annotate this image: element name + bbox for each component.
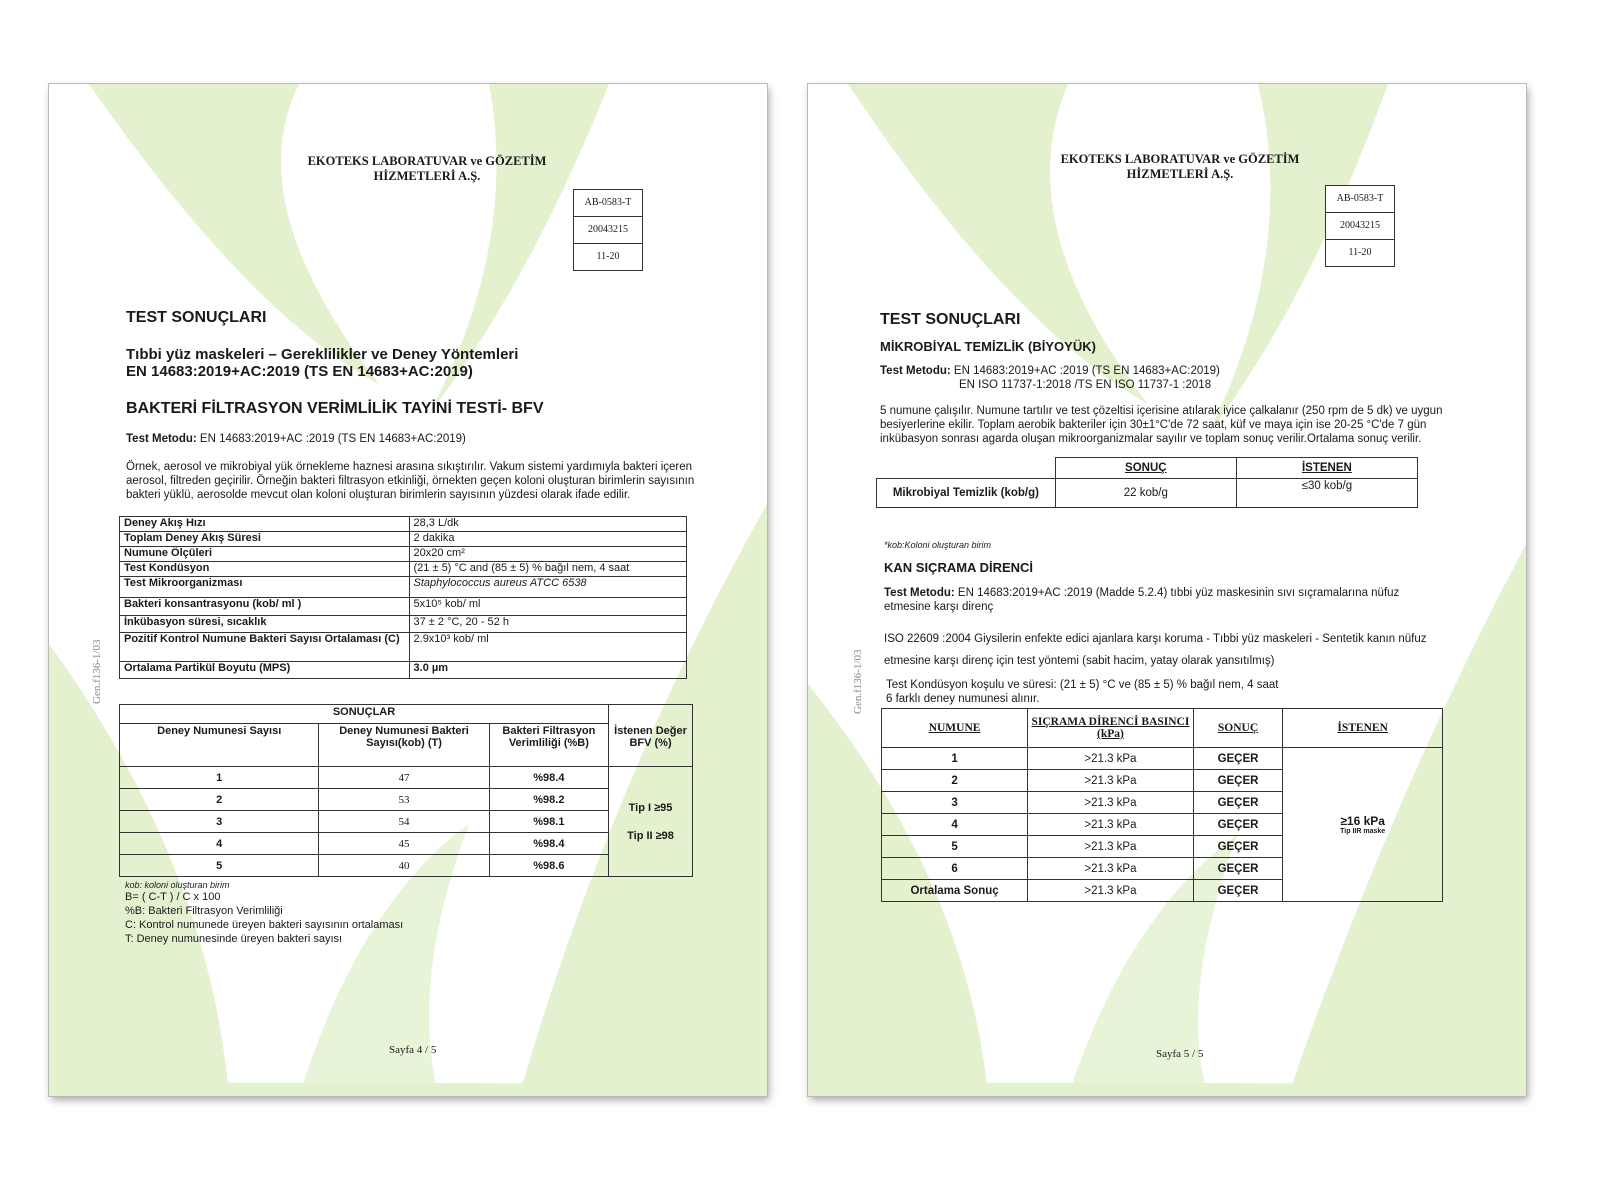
table-row: Test Kondüsyon (21 ± 5) °C and (85 ± 5) % bağıl nem, 4 saat [120,562,687,577]
table-row: Ortalama Partikül Boyutu (MPS) 3.0 µm [120,662,687,679]
table-row: 4 >21.3 kPa GEÇER [882,814,1443,836]
microbial-test-method: Test Metodu: EN 14683:2019+AC :2019 (TS EN 14683+AC:2019) EN ISO 11737-1:2018 /TS EN ISO 11737-1 :2018 [880,365,1220,391]
report-number: 20043215 [574,217,642,244]
microbial-cleanliness-table: SONUÇ İSTENEN Mikrobiyal Temizlik (kob/g) 22 kob/g ≤30 kob/g [876,457,1418,508]
table-row: Test Mikroorganizması Staphylococcus aureus ATCC 6538 [120,577,687,598]
accreditation-code-box [1325,185,1395,267]
bfv-results-table: SONUÇLAR Deney Numunesi Sayısı Deney Numunesi Bakteri Sayısı(kob) (T) Bakteri Filtrasyon Verimliliği (%B) İstenen Değer BFV (%) 1 47 %98.4 Tip I ≥95 Tip II ≥98 2 53 %98.2 3 54 %98.1 4 45 %98.4 5 40 %98.6 [119,704,693,877]
test-name: BAKTERİ FİLTRASYON VERİMLİLİK TAYİNİ TESTİ- BFV [126,400,544,417]
accreditation-code-box [573,189,643,271]
microbial-description: 5 numune çalışılır. Numune tartılır ve test çözeltisi içerisine atılarak iyice çalkalanır (250 rpm de 5 dk) ve uygun besiyerlerine ekilir. Toplam aerobik bakteriler için 30±1°C'de 72 saat, küf ve maya için ise 20-25 °C'de 7 gün inkübasyon sonrası agarda oluşan mikroorganizmalar sayılır ve toplam sonuç verilir.Ortalama sonuç verilir. [880,405,1443,445]
test-description: Örnek, aerosol ve mikrobiyal yük örnekleme haznesi arasına sıkıştırılır. Vakum sistemi yardımıyla bakteri içeren aerosol, filtreden geçirilir. Örneğin bakteri filtrasyon etkinliği, örnekten geçen koloni oluşturan birimlerin sayısının bakteri yüklü, aerosolde mevcut olan koloni oluşturan birimlerin sayısının yüzdesi olarak ifade edilir. [126,461,695,501]
report-page-4 [49,84,767,1096]
table-row: Mikrobiyal Temizlik (kob/g) 22 kob/g ≤30 kob/g [877,478,1418,507]
table-row: Numune Ölçüleri 20x20 cm² [120,547,687,562]
results-notes: kob: koloni oluşturan birim B= ( C-T ) / C x 100 %B: Bakteri Filtrasyon Verimliliği C: Kontrol numunede üreyen bakteri sayısının ortalaması T: Deney numunesinde üreyen bakteri sayısı [125,880,404,945]
standard-subtitle: Tıbbi yüz maskeleri – Gereklilikler ve Deney Yöntemleri EN 14683:2019+AC:2019 (TS EN 14683+AC:2019) [126,346,519,380]
table-row: 6 >21.3 kPa GEÇER [882,858,1443,880]
test-condition-text: Test Kondüsyon koşulu ve süresi: (21 ± 5) °C ve (85 ± 5) % bağıl nem, 4 saat 6 farklı deney numunesi alınır. [886,679,1279,705]
table-row: Deney Akış Hızı 28,3 L/dk [120,517,687,532]
report-page-5 [808,84,1526,1096]
table-row: 2 53 %98.2 [120,789,693,811]
report-number: 20043215 [1326,213,1394,240]
blood-splash-title: KAN SIÇRAMA DİRENCİ [884,560,1034,575]
iso-standard-text: ISO 22609 :2004 Giysilerin enfekte edici ajanlara karşı koruma - Tıbbi yüz maskeleri - Sentetik kanın nüfuz etmesine karşı direnç için test yöntemi (sabit hacim, yatay olarak yansıtılmış) [884,633,1427,667]
accreditation-code: AB-0583-T [1326,186,1394,213]
table-row: İnkübasyon süresi, sıcaklık 37 ± 2 °C, 20 - 52 h [120,616,687,633]
table-row: 1 >21.3 kPa GEÇER ≥16 kPa Tip IIR maske [882,748,1443,770]
table-row: Bakteri konsantrasyonu (kob/ ml ) 5x10⁵ kob/ ml [120,598,687,616]
splash-resistance-table: NUMUNE SIÇRAMA DİRENCİ BASINCI (kPa) SONUÇ İSTENEN 1 >21.3 kPa GEÇER ≥16 kPa Tip IIR maske 2 >21.3 kPa GEÇER 3 >21.3 kPa GEÇER 4 >21.3 kPa GEÇER 5 >21.3 kPa GEÇER 6 >21.3 kPa GEÇER Ortalama Sonuç >21.3 kPa GEÇER [881,708,1443,902]
table-row: Toplam Deney Akış Süresi 2 dakika [120,532,687,547]
report-date: 11-20 [1348,247,1372,258]
microbial-title: MİKROBİYAL TEMİZLİK (BİYOYÜK) [880,339,1096,354]
table-row: 5 >21.3 kPa GEÇER [882,836,1443,858]
table-row: 1 47 %98.4 Tip I ≥95 Tip II ≥98 [120,767,693,789]
form-code: Gen.f136-1/03 [91,639,103,704]
lab-name: EKOTEKS LABORATUVAR ve GÖZETİM HİZMETLERİ A.Ş. [1060,152,1300,181]
table-row: Pozitif Kontrol Numune Bakteri Sayısı Ortalaması (C) 2.9x10³ kob/ ml [120,633,687,662]
required-pressure: ≥16 kPa Tip IIR maske [1283,748,1443,902]
accreditation-code: AB-0583-T [574,190,642,217]
required-bfv: Tip I ≥95 Tip II ≥98 [609,767,693,877]
kob-footnote: *kob:Koloni oluşturan birim [884,540,992,550]
page-number: Sayfa 4 / 5 [389,1044,437,1056]
test-parameters-table [119,516,687,679]
form-code: Gen.f136-1/03 [852,649,864,714]
table-row: Ortalama Sonuç >21.3 kPa GEÇER [882,880,1443,902]
page-title: TEST SONUÇLARI [126,309,267,326]
page-title: TEST SONUÇLARI [880,311,1021,328]
table-row: 3 >21.3 kPa GEÇER [882,792,1443,814]
table-row: 2 >21.3 kPa GEÇER [882,770,1443,792]
report-date: 11-20 [596,251,620,262]
table-row: 3 54 %98.1 [120,811,693,833]
test-method: Test Metodu: EN 14683:2019+AC :2019 (TS EN 14683+AC:2019) [126,433,466,445]
blood-splash-method: Test Metodu: EN 14683:2019+AC :2019 (Madde 5.2.4) tıbbi yüz maskesinin sıvı sıçramalarına nüfuz etmesine karşı direnç [884,587,1400,613]
table-row: 5 40 %98.6 [120,855,693,877]
lab-name: EKOTEKS LABORATUVAR ve GÖZETİM HİZMETLERİ A.Ş. [307,154,547,183]
table-row: 4 45 %98.4 [120,833,693,855]
page-number: Sayfa 5 / 5 [1156,1048,1204,1060]
